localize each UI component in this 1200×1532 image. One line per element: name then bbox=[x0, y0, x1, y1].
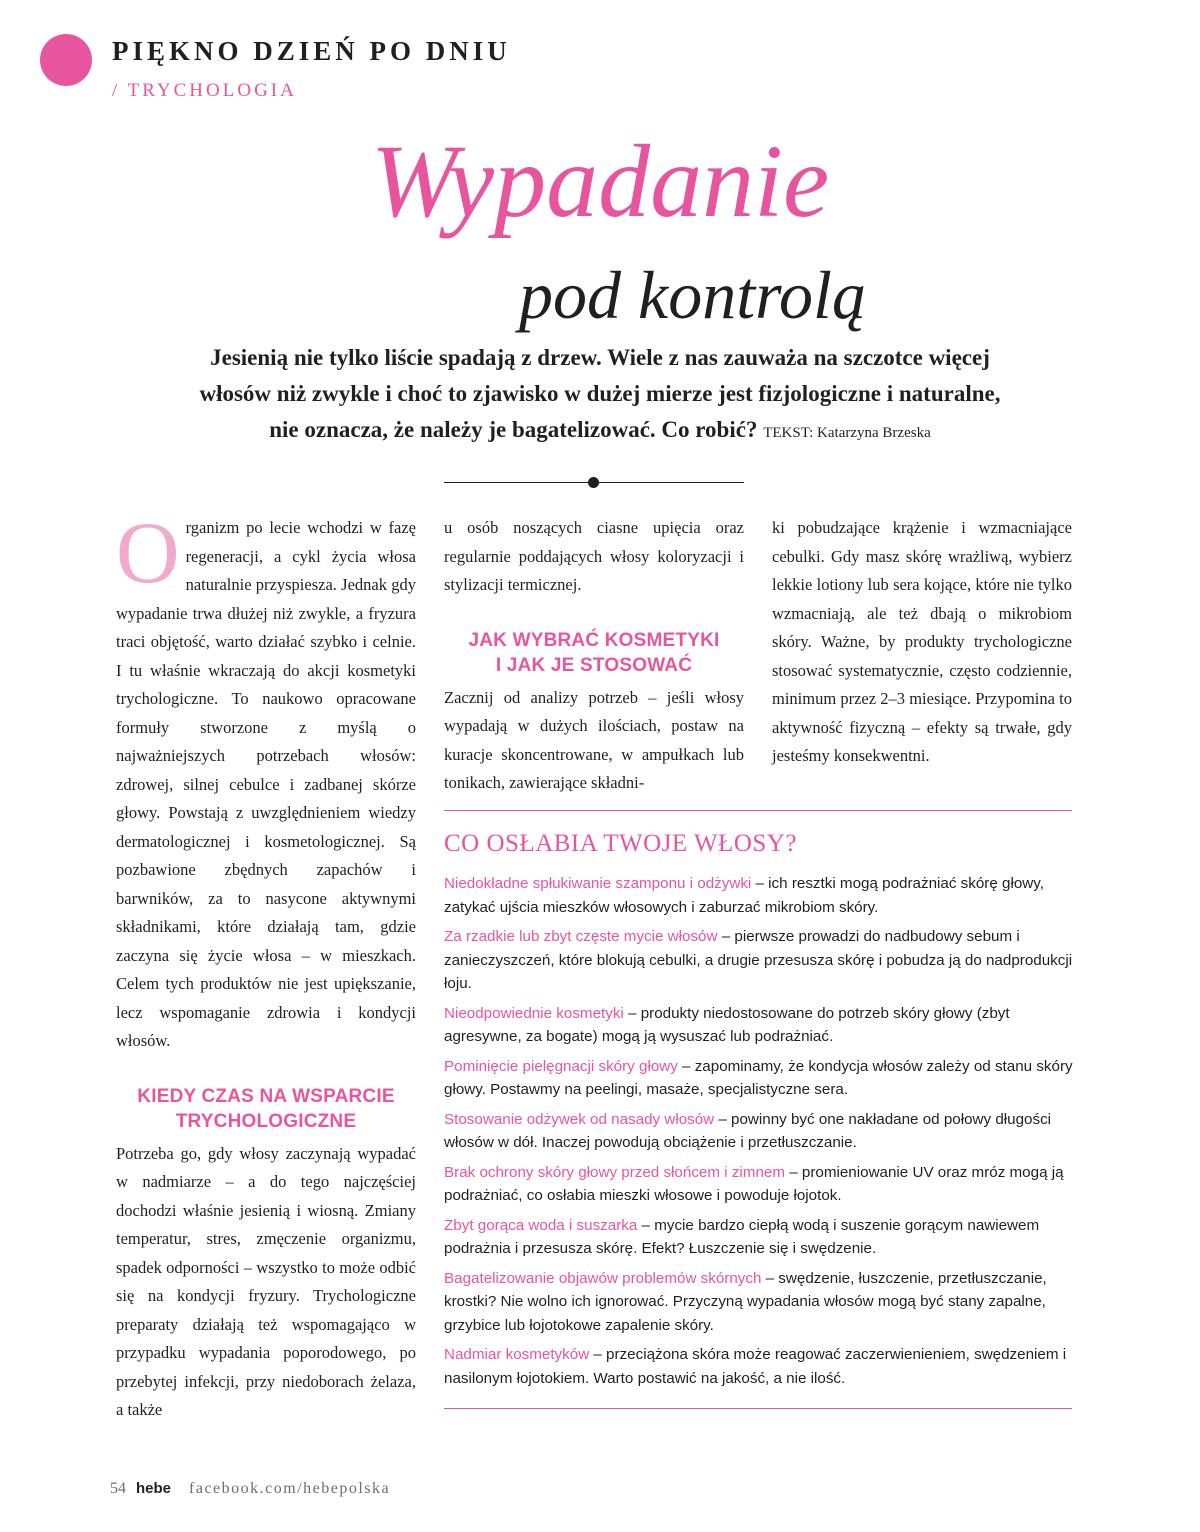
list-item-highlight: Niedokładne spłukiwanie szamponu i odżywki bbox=[444, 875, 752, 892]
column-3-paragraph-1: ki pobudzające krążenie i wzmacniające cebulki. Gdy masz skórę wrażliwą, wybierz lekkie lotiony lub sera kojące, które nie tylko wzmacniają, ale też dbają o mikrobiom skóry. Ważne, by produkty trychologiczne stosować systematycznie, często codziennie, minimum przez 2–3 miesiące. Przypomina to aktywność fizyczną – efekty są trwałe, gdy jesteśmy konsekwentni. bbox=[772, 518, 1072, 765]
page-number: 54 bbox=[110, 1480, 126, 1497]
list-item-highlight: Nadmiar kosmetyków bbox=[444, 1346, 590, 1363]
column-1-paragraph-2: Potrzeba go, gdy włosy zaczynają wypadać w nadmiarze – a do tego najczęściej dochodzi właśnie jesienią i wiosną. Zmiany temperatur, stres, zmęczenie organizmu, spadek odporności – wszystko to może odbić się na kondycji fryzury. Trychologiczne preparaty działają też wspomagająco w przypadku wypadania poporodowego, po przebytej infekcji, przy niedoborach żelaza, a także bbox=[116, 1143, 416, 1419]
list-item-highlight: Bagatelizowanie objawów problemów skórnych bbox=[444, 1269, 762, 1287]
column-1 bbox=[116, 505, 416, 1425]
article-subtitle-text: pod kontrolą bbox=[519, 257, 866, 333]
list-item-text: – produkty niedostosowane do potrzeb skóry głowy (zbyt agresywne, za bogate) mogą ją wysuszać lub podrażniać. bbox=[444, 1004, 1010, 1045]
subheading-choose-cosmetics bbox=[444, 628, 744, 678]
brand-logo: hebe bbox=[136, 1480, 172, 1497]
list-item bbox=[444, 1055, 1074, 1102]
author-credit: TEKST: Katarzyna Brzeska bbox=[763, 425, 931, 441]
subheading-trichology-support: KIEDY CZAS NA WSPARCIE TRYCHOLOGICZNE bbox=[137, 1085, 395, 1132]
section-dot bbox=[40, 34, 92, 86]
lead-line-1: Jesienią nie tylko liście spadają z drzew. Wiele z nas zauważa na szczotce więcej bbox=[210, 345, 990, 370]
list-item bbox=[444, 872, 1074, 919]
page-footer bbox=[110, 1480, 390, 1498]
list-item bbox=[444, 1108, 1074, 1155]
article-title: Wypadanie bbox=[370, 124, 830, 239]
column-3 bbox=[772, 514, 1072, 771]
list-item bbox=[444, 925, 1074, 996]
article-lead bbox=[110, 340, 1090, 451]
column-2 bbox=[444, 514, 744, 798]
list-item-highlight: Za rzadkie lub zbyt częste mycie włosów bbox=[444, 928, 718, 945]
section-subtitle: / TRYCHOLOGIA bbox=[112, 80, 297, 101]
section-title: PIĘKNO DZIEŃ PO DNIU bbox=[112, 36, 511, 66]
list-item-highlight: Brak ochrony skóry głowy przed słońcem i zimnem bbox=[444, 1163, 785, 1181]
column-2-paragraph-2: Zacznij od analizy potrzeb – jeśli włosy wypadają w dużych ilościach, postaw na kuracje skoncentrowane, w ampułkach lub tonikach, zawierające składni- bbox=[444, 687, 744, 792]
list-item-text: – swędzenie, łuszczenie, przetłuszczanie, krostki? Nie wolno ich ignorować. Przyczyną wypadania włosów mogą być stany zapalne, grzybice lub łojotokowe zapalenie skóry. bbox=[444, 1269, 1047, 1334]
list-item-text: – promieniowanie UV oraz mróz mogą ją podrażniać, co osłabia mieszki włosowe i powoduje łojotok. bbox=[444, 1163, 1064, 1204]
list-item-highlight: Stosowanie odżywek od nasady włosów bbox=[444, 1110, 715, 1128]
list-item bbox=[444, 1161, 1074, 1208]
list-item bbox=[444, 1214, 1074, 1261]
box-bottom-rule bbox=[444, 1408, 1072, 1409]
drop-cap: O bbox=[116, 505, 180, 602]
article-subtitle bbox=[0, 258, 1200, 333]
column-2-paragraph-1: u osób noszących ciasne upięcia oraz regularnie poddających włosy koloryzacji i stylizacji termicznej. bbox=[444, 518, 744, 594]
weakening-factors-list bbox=[444, 872, 1074, 1396]
divider-dot bbox=[588, 477, 599, 488]
list-item-highlight: Nieodpowiednie kosmetyki bbox=[444, 1004, 624, 1022]
list-item-text: – przeciążona skóra może reagować zaczerwienieniem, swędzeniem i nasilonym łojotokiem. Warto postawić na jakość, a nie ilość. bbox=[444, 1346, 1067, 1387]
list-item-text: – mycie bardzo ciepłą wodą i suszenie gorącym nawiewem podrażnia i przesusza skórę. Efekt? Łuszczenie się i swędzenie. bbox=[444, 1216, 1040, 1257]
list-item-highlight: Zbyt gorąca woda i suszarka bbox=[444, 1216, 638, 1234]
list-item bbox=[444, 1343, 1074, 1390]
list-item bbox=[444, 1002, 1074, 1049]
column-1-paragraph-1: rganizm po lecie wchodzi w fazę regeneracji, a cykl życia włosa naturalnie przyspiesza. Jednak gdy wypadanie trwa dłużej niż zwykle, a fryzura traci objętość, warto działać szybko i celnie. I tu właśnie wkraczają do akcji kosmetyki trychologiczne. To naukowo opracowane formuły stworzone z myślą o najważniejszych potrzebach włosów: zdrowej, silnej cebulce i zadbanej skórze głowy. Powstają z uwzględnieniem wiedzy dermatologicznej i kosmetologicznej. Są pozbawione zbędnych zapachów i barwników, za to nasycone aktywnymi składnikami, które działają tam, gdzie zaczyna się życie włosa – w mieszkach. Celem tych produktów nie jest upiększanie, lecz wspomaganie zdrowia i kondycji włosów. bbox=[116, 518, 416, 1050]
subheading-line-1: JAK WYBRAĆ KOSMETYKI bbox=[468, 629, 720, 651]
list-item-text: – pierwsze prowadzi do nadbudowy sebum i zanieczyszczeń, które blokują cebulki, a drugie przesusza skórę i pobudza ją do nadprodukcji łoju. bbox=[444, 928, 1073, 992]
lead-line-3: nie oznacza, że należy je bagatelizować. Co robić? bbox=[269, 417, 758, 442]
list-item-text: – powinny być one nakładane od połowy długości włosów w dół. Inaczej powodują obciążenie i przetłuszczanie. bbox=[444, 1110, 1052, 1151]
list-item bbox=[444, 1267, 1074, 1338]
list-item-highlight: Pominięcie pielęgnacji skóry głowy bbox=[444, 1057, 678, 1075]
list-item-text: – zapominamy, że kondycja włosów zależy od stanu skóry głowy. Postawmy na peelingi, masaże, specjalistyczne sera. bbox=[444, 1057, 1073, 1098]
box-title: CO OSŁABIA TWOJE WŁOSY? bbox=[444, 830, 797, 857]
facebook-link[interactable]: facebook.com/hebepolska bbox=[189, 1480, 391, 1497]
list-item-text: – ich resztki mogą podrażniać skórę głowy, zatykać ujścia mieszków włosowych i zaburzać mikrobiom skóry. bbox=[444, 875, 1044, 916]
box-top-rule bbox=[444, 810, 1072, 811]
subheading-line-2: I JAK JE STOSOWAĆ bbox=[495, 654, 693, 676]
lead-line-2: włosów niż zwykle i choć to zjawisko w dużej mierze jest fizjologiczne i naturalne, bbox=[199, 381, 1001, 406]
